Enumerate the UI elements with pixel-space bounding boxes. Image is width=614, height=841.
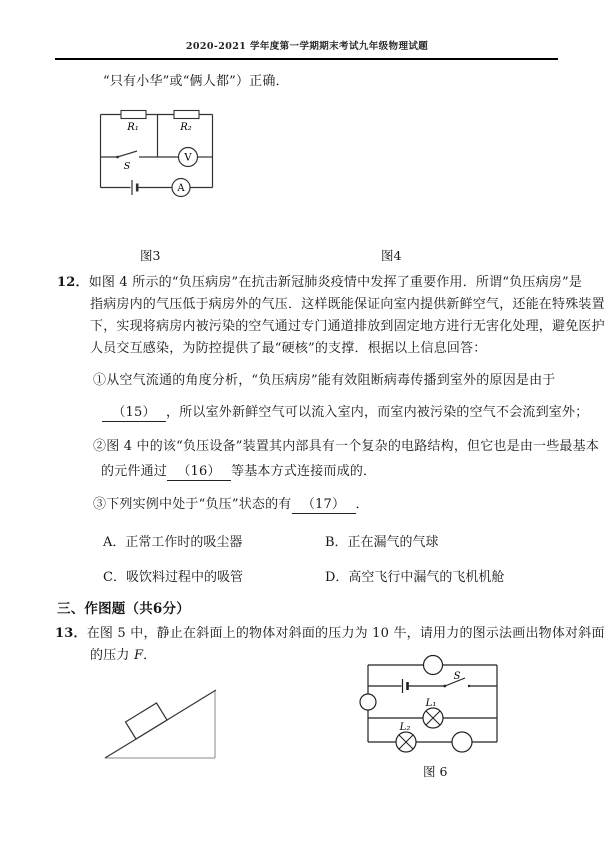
page-title: 2020-2021 学年度第一学期期末考试九年级物理试题 — [185, 41, 429, 52]
figure6-caption: 图 6 — [423, 764, 448, 779]
q13-number: 13． — [55, 626, 87, 641]
fig6-top-meter-circle — [424, 656, 443, 675]
figure4-caption: 图4 — [381, 248, 402, 263]
fig6-switch-pivot — [443, 685, 446, 688]
blank-15: （15） — [102, 404, 166, 422]
q12-sub3-pre: ③下列实例中处于“负压”状态的有 — [93, 497, 292, 512]
q12-line1-text: 如图 4 所示的“负压病房”在抗击新冠肺炎疫情中发挥了重要作用．所谓“负压病房”是 — [88, 275, 583, 290]
fig6-battery — [403, 679, 408, 693]
fig3-label-r1: R₁ — [127, 122, 139, 133]
fig3-label-voltmeter: V — [184, 152, 192, 164]
option-c: C．吸饮料过程中的吸管 — [103, 570, 243, 585]
q12-sub3-post: ． — [355, 497, 369, 512]
option-d: D．高空飞行中漏气的飞机机舱 — [325, 570, 505, 585]
q12-line2: 指病房内的气压低于病房外的气压．这样既能保证向室内提供新鲜空气，还能在特殊装置 — [90, 297, 605, 312]
fig6-switch-contact — [468, 685, 470, 687]
fig6-label-lamp2: L₂ — [399, 722, 411, 733]
q12-sub2: ②图 4 中的该“负压设备”装置其内部具有一个复杂的电路结构，但它也是由一些最基本 — [93, 439, 600, 454]
option-b: B．正在漏气的气球 — [325, 535, 439, 550]
fig3-label-r2: R₂ — [180, 122, 192, 133]
q13-line2-post: ． — [143, 648, 157, 663]
blank-16: （16） — [167, 463, 231, 481]
fig6-lamp-l2 — [396, 732, 416, 752]
intro-text: “只有小华”或“俩人都”）正确． — [103, 74, 289, 89]
q12-sub2-pre: 的元件通过 — [101, 464, 168, 479]
section3-heading: 三、作图题（共6分） — [57, 601, 190, 617]
fig6-lamp-l1 — [423, 708, 443, 728]
option-a: A．正常工作时的吸尘器 — [103, 535, 243, 550]
q13-line2-pre: 的压力 — [90, 648, 134, 663]
fig6-left-meter-circle — [360, 694, 376, 710]
q12-sub1: ①从空气流通的角度分析，“负压病房”能有效阻断病毒传播到室外的原因是由于 — [93, 373, 556, 388]
fig6-label-lamp1: L₁ — [425, 698, 437, 709]
q12-number: 12． — [57, 275, 89, 290]
q12-sub2-post: 等基本方式连接而成的． — [231, 464, 377, 479]
fig3-label-ammeter: A — [177, 183, 185, 195]
fig6-bottom-meter-circle — [452, 732, 472, 752]
q12-line3: 下，实现将病房内被污染的空气通过专门通道排放到固定地方进行无害化处理，避免医护 — [90, 319, 605, 334]
q13-line1-text: 在图 5 中，静止在斜面上的物体对斜面的压力为 10 牛，请用力的图示法画出物体对斜面 — [86, 626, 605, 641]
fig3-label-switch: S — [123, 161, 131, 172]
force-symbol: F — [133, 648, 144, 663]
q12-sub1-cont: ，所以室外新鲜空气可以流入室内，而室内被污染的空气不会流到室外； — [166, 405, 589, 420]
blank-17: （17） — [292, 496, 356, 514]
q12-line4: 人员交互感染，为防控提供了最“硬核”的支撑．根据以上信息回答： — [90, 341, 487, 356]
figure3-caption: 图3 — [140, 248, 161, 263]
fig6-label-switch: S — [453, 671, 461, 682]
